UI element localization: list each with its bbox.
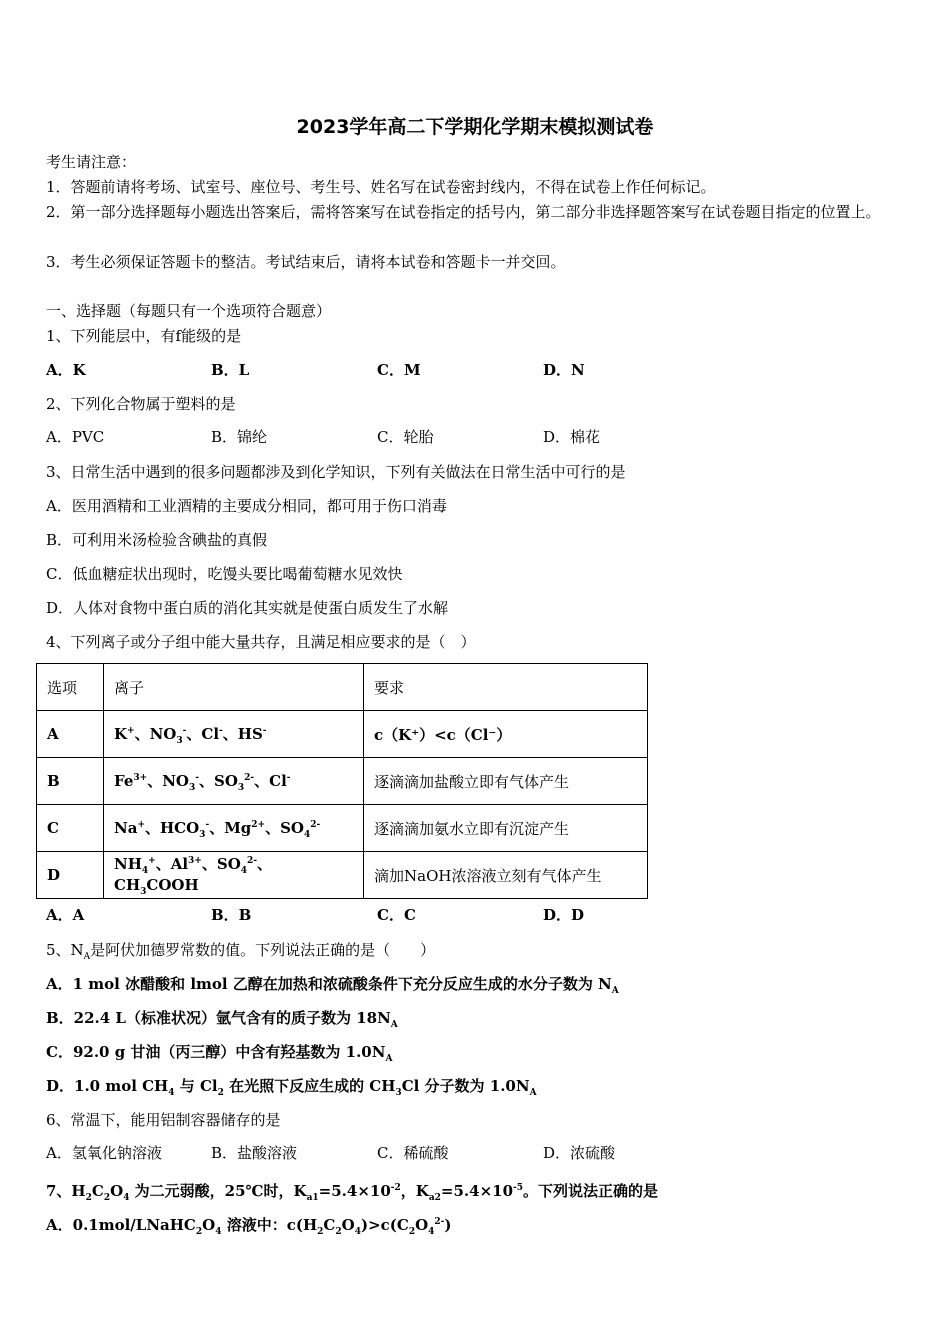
option: D．人体对食物中蛋白质的消化其实就是使蛋白质发生了水解 bbox=[46, 599, 449, 617]
option: B．盐酸溶液 bbox=[211, 1144, 298, 1162]
requirement-cell: 滴加NaOH浓溶液立刻有气体产生 bbox=[364, 852, 648, 899]
option: A．1 mol 冰醋酸和 lmol 乙醇在加热和浓硫酸条件下充分反应生成的水分子数为 $N_A$ bbox=[46, 975, 619, 996]
option: C．C bbox=[377, 906, 416, 924]
stem-part: 是阿伏加德罗常数的值。下列说法正确的是（ ） bbox=[90, 941, 436, 959]
table-row bbox=[37, 852, 648, 899]
page-title: 2023学年高二下学期化学期末模拟测试卷 bbox=[296, 116, 654, 138]
option-row bbox=[46, 1142, 846, 1166]
option: C．低血糖症状出现时，吃馒头要比喝葡萄糖水见效快 bbox=[46, 565, 403, 583]
question-stem: 6、常温下，能用铝制容器储存的是 bbox=[46, 1111, 281, 1129]
header-cell: 选项 bbox=[37, 664, 104, 711]
ion-table bbox=[36, 663, 648, 899]
table-row bbox=[37, 805, 648, 852]
table-row bbox=[37, 758, 648, 805]
notice-item: 3．考生必须保证答题卡的整洁。考试结束后，请将本试卷和答题卡一并交回。 bbox=[46, 253, 566, 271]
option-cell: C bbox=[37, 805, 104, 852]
requirement-cell: 逐滴滴加盐酸立即有气体产生 bbox=[364, 758, 648, 805]
option: A．医用酒精和工业酒精的主要成分相同，都可用于伤口消毒 bbox=[46, 497, 447, 515]
notice-item: 1．答题前请将考场、试室号、座位号、考生号、姓名写在试卷密封线内，不得在试卷上作任何标记。 bbox=[46, 178, 716, 196]
option-row bbox=[46, 904, 846, 928]
option: A．$0.1mol/LNaHC_2O_4$ 溶液中：$c(H_2C_2O_4)>c(C_2O_4^{2-})$ bbox=[46, 1216, 452, 1237]
option: B．B bbox=[211, 906, 252, 924]
option: C．M bbox=[377, 361, 421, 379]
table-header-row bbox=[37, 664, 648, 711]
ions-cell: $NH_4^+$、$Al^{3+}$、$SO_4^{2-}$、$CH_3COOH$ bbox=[104, 852, 364, 899]
option-cell: B bbox=[37, 758, 104, 805]
ions-cell: Na+、$HCO_3^-$、$Mg^{2+}$、$SO_4^{2-}$ bbox=[104, 805, 364, 852]
option: B．L bbox=[211, 361, 250, 379]
section-heading: 一、选择题（每题只有一个选项符合题意） bbox=[46, 302, 332, 320]
stem-part: 5、N bbox=[46, 941, 84, 959]
header-cell: 要求 bbox=[364, 664, 648, 711]
option: B．22.4 L（标准状况）氩气含有的质子数为 $18N_A$ bbox=[46, 1009, 398, 1030]
option: B．锦纶 bbox=[211, 428, 268, 446]
question-stem: 3、日常生活中遇到的很多问题都涉及到化学知识，下列有关做法在日常生活中可行的是 bbox=[46, 463, 626, 481]
option: C．92.0 g 甘油（丙三醇）中含有羟基数为 $1.0N_A$ bbox=[46, 1043, 393, 1064]
question-stem: 5、$N_A$是阿伏加德罗常数的值。下列说法正确的是（ ） bbox=[46, 941, 436, 962]
option-cell: A bbox=[37, 711, 104, 758]
option: D．D bbox=[543, 906, 585, 924]
option: A．PVC bbox=[46, 428, 105, 446]
option-row bbox=[46, 426, 846, 450]
option: D．1.0 mol $CH_4$ 与 $Cl_2$ 在光照下反应生成的 $CH_3Cl$ 分子数为 $1.0N_A$ bbox=[46, 1077, 537, 1098]
option: C．轮胎 bbox=[377, 428, 434, 446]
option: D．棉花 bbox=[543, 428, 601, 446]
notice-heading: 考生请注意： bbox=[46, 153, 137, 171]
option: A．A bbox=[46, 906, 85, 924]
option: D．浓硫酸 bbox=[543, 1144, 616, 1162]
requirement-cell: 逐滴滴加氨水立即有沉淀产生 bbox=[364, 805, 648, 852]
question-stem: 4、下列离子或分子组中能大量共存，且满足相应要求的是（ ） bbox=[46, 633, 476, 651]
question-stem: 2、下列化合物属于塑料的是 bbox=[46, 395, 236, 413]
ions-cell: K+、$NO_3^-$、Cl-、HS- bbox=[104, 711, 364, 758]
requirement-cell: c（K⁺）<c（Cl⁻） bbox=[364, 711, 648, 758]
header-cell: 离子 bbox=[104, 664, 364, 711]
ions-cell: $Fe^{3+}$、$NO_3^-$、$SO_3^{2-}$、Cl- bbox=[104, 758, 364, 805]
option-cell: D bbox=[37, 852, 104, 899]
option: B．可利用米汤检验含碘盐的真假 bbox=[46, 531, 268, 549]
option: C．稀硫酸 bbox=[377, 1144, 449, 1162]
option: D．N bbox=[543, 361, 585, 379]
option: A．K bbox=[46, 361, 86, 379]
notice-item: 2．第一部分选择题每小题选出答案后，需将答案写在试卷指定的括号内，第二部分非选择题答案写在试卷题目指定的位置上。 bbox=[46, 203, 881, 221]
option: A．氢氧化钠溶液 bbox=[46, 1144, 162, 1162]
table-row bbox=[37, 711, 648, 758]
option-row bbox=[46, 359, 846, 383]
question-stem: 1、下列能层中，有f能级的是 bbox=[46, 327, 242, 345]
question-stem: 7、$H_2C_2O_4$ 为二元弱酸，25℃时，$K_{a1}=5.4\times 10^{-2}$，$K_{a2}=5.4\times 10^{-5}$。下列说法正确的是 bbox=[46, 1182, 659, 1203]
